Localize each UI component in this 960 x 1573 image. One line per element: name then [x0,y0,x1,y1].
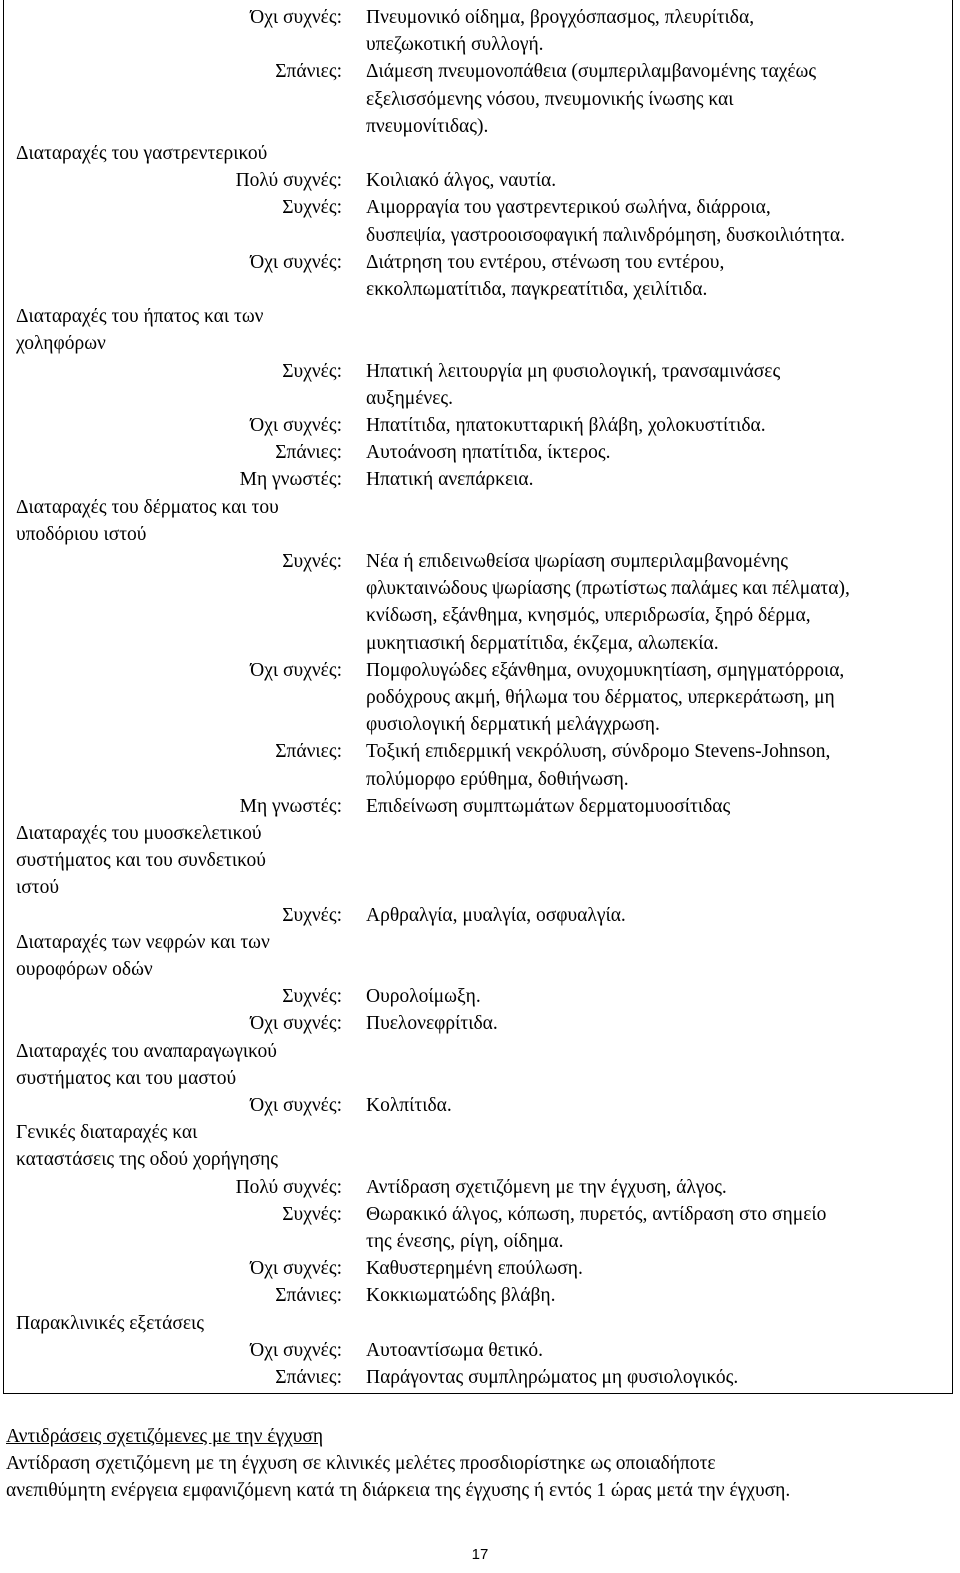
category-heading: Γενικές διαταραχές και [16,1122,198,1144]
table-row [4,1201,954,1228]
reaction-text: κνίδωση, εξάνθημα, κνησμός, υπεριδρωσία, ξηρό δέρμα, [366,605,811,627]
category-heading: Διαταραχές του δέρματος και του [16,496,279,518]
table-row [4,1228,954,1255]
reaction-text: Ηπατική ανεπάρκεια. [366,469,534,491]
reaction-text: Κολπίτιδα. [366,1095,452,1116]
frequency-label: Σπάνιες: [275,61,342,83]
page-number: 17 [471,1546,489,1563]
category-heading: συστήματος και του συνδετικού [16,850,266,872]
reaction-text: Κοκκιωματώδης βλάβη. [366,1285,556,1307]
table-row [4,711,954,738]
table-row [4,738,954,765]
table-row [4,1337,954,1364]
reaction-text: πολύμορφο ερύθημα, δοθιήνωση. [366,768,629,790]
table-row [4,330,954,357]
reaction-text: Παράγοντας συμπληρώματος μη φυσιολογικός. [366,1367,739,1388]
category-heading: Παρακλινικές εξετάσεις [16,1312,205,1334]
frequency-label: Πολύ συχνές: [235,170,342,192]
reaction-text: Κοιλιακό άλγος, ναυτία. [366,170,557,192]
table-row [4,303,954,330]
frequency-label: Συχνές: [282,1203,342,1225]
frequency-label: Σπάνιες: [275,741,342,763]
table-row [4,1038,954,1065]
table-row [4,929,954,956]
table-row [4,1310,954,1337]
table-row [4,684,954,711]
table-row [4,956,954,983]
table-row [4,167,954,194]
frequency-label: Όχι συχνές: [250,251,342,273]
frequency-label: Σπάνιες: [275,1367,342,1388]
frequency-label: Όχι συχνές: [250,1095,342,1116]
frequency-label: Όχι συχνές: [250,1013,342,1035]
frequency-label: Συχνές: [282,197,342,219]
reaction-text: Ουρολοίμωξη. [366,986,481,1008]
table-row [4,521,954,548]
category-heading: καταστάσεις της οδού χορήγησης [16,1149,279,1171]
frequency-label: Όχι συχνές: [250,1339,342,1361]
table-row [4,820,954,847]
reaction-text: δυσπεψία, γαστροοισοφαγική παλινδρόμηση, δυσκοιλιότητα. [366,224,846,246]
reaction-text: πνευμονίτιδας). [366,115,489,137]
frequency-label: Όχι συχνές: [250,7,342,28]
table-row [4,602,954,629]
footnote-line-2: ανεπιθύμητη ενέργεια εμφανιζόμενη κατά τη διάρκεια της έγχυσης ή εντός 1 ώρας μετά την έγχυση. [6,1480,791,1501]
frequency-label: Συχνές: [282,986,342,1008]
frequency-label: Πολύ συχνές: [235,1176,342,1198]
reaction-text: φυσιολογική δερματική μελάγχρωση. [366,714,660,736]
table-row [4,1092,954,1119]
reaction-text: Νέα ή επιδεινωθείσα ψωρίαση συμπεριλαμβανομένης [366,551,789,572]
frequency-label: Συχνές: [282,904,342,926]
table-row [4,4,954,31]
reaction-text: Πυελονεφρίτιδα. [366,1013,498,1035]
reaction-text: Πομφολυγώδες εξάνθημα, ονυχομυκητίαση, σμηγματόρροια, [366,659,845,681]
reaction-text: φλυκταινώδους ψωρίασης (πρωτίστως παλάμες και πέλματα), [366,578,850,600]
table-row [4,140,954,167]
frequency-label: Μη γνωστές: [239,795,342,817]
frequency-label: Σπάνιες: [275,1285,342,1307]
reaction-text: Αντίδραση σχετιζόμενη με την έγχυση, άλγος. [366,1176,727,1198]
table-row [4,1174,954,1201]
frequency-label: Συχνές: [282,360,342,382]
table-row [4,222,954,249]
frequency-label: Όχι συχνές: [250,659,342,681]
table-row [4,86,954,113]
category-heading: ιστού [16,877,59,899]
reaction-text: μυκητιασική δερματίτιδα, έκζεμα, αλωπεκία. [366,632,719,654]
table-row [4,657,954,684]
table-row [4,630,954,657]
table-row [4,466,954,493]
reaction-text: Επιδείνωση συμπτωμάτων δερματομυοσίτιδας [366,795,731,817]
table-row [4,766,954,793]
table-row [4,1119,954,1146]
table-row [4,874,954,901]
reaction-text: αυξημένες. [366,387,454,409]
frequency-label: Όχι συχνές: [250,1258,342,1280]
footnote [6,1423,956,1504]
reaction-text: εκκολπωματίτιδα, παγκρεατίτιδα, χειλίτιδα. [366,279,708,300]
reaction-text: Ηπατίτιδα, ηπατοκυτταρική βλάβη, χολοκυστίτιδα. [366,415,766,436]
table-row [4,113,954,140]
reaction-text: Αιμορραγία του γαστρεντερικού σωλήνα, διάρροια, [366,197,771,219]
reaction-text: υπεζωκοτική συλλογή. [366,34,544,56]
table-row [4,249,954,276]
frequency-label: Συχνές: [282,551,342,572]
reaction-text: Αυτοαντίσωμα θετικό. [366,1339,543,1361]
category-heading: ουροφόρων οδών [16,959,153,980]
reaction-text: Διάμεση πνευμονοπάθεια (συμπεριλαμβανομένης ταχέως [366,61,817,83]
frequency-label: Όχι συχνές: [250,415,342,436]
reaction-text: Ηπατική λειτουργία μη φυσιολογική, τρανσαμινάσες [366,360,781,382]
table-row [4,276,954,303]
table-row [4,1255,954,1282]
reaction-text: Καθυστερημένη επούλωση. [366,1258,583,1280]
adverse-reactions-table [3,0,953,1394]
table-row [4,358,954,385]
table-row [4,1065,954,1092]
table-row [4,983,954,1010]
category-heading: Διαταραχές των νεφρών και των [16,931,270,953]
table-row [4,1282,954,1309]
table-row [4,1364,954,1391]
reaction-text: Αυτοάνοση ηπατίτιδα, ίκτερος. [366,442,611,464]
table-row [4,1146,954,1173]
category-heading: Διαταραχές του αναπαραγωγικού [16,1040,277,1062]
footnote-line-1: Αντίδραση σχετιζόμενη με τη έγχυση σε κλινικές μελέτες προσδιορίστηκε ως οποιαδήποτε [6,1453,716,1474]
reaction-text: Τοξική επιδερμική νεκρόλυση, σύνδρομο Stevens-Johnson, [366,741,831,763]
table-row [4,548,954,575]
frequency-label: Μη γνωστές: [239,469,342,491]
reaction-text: Αρθραλγία, μυαλγία, οσφυαλγία. [366,904,626,926]
category-heading: συστήματος και του μαστού [16,1067,237,1089]
table-row [4,847,954,874]
reaction-text: Θωρακικό άλγος, κόπωση, πυρετός, αντίδραση στο σημείο [366,1203,827,1225]
reaction-text: Διάτρηση του εντέρου, στένωση του εντέρου, [366,251,725,273]
reaction-text: ροδόχρους ακμή, θήλωμα του δέρματος, υπερκεράτωση, μη [366,687,835,708]
reaction-text: της ένεσης, ρίγη, οίδημα. [366,1231,564,1252]
category-heading: Διαταραχές του ήπατος και των [16,306,264,328]
table-row [4,902,954,929]
reaction-text: Πνευμονικό οίδημα, βρογχόσπασμος, πλευρίτιδα, [366,7,755,28]
table-row [4,575,954,602]
table-row [4,194,954,221]
category-heading: Διαταραχές του μυοσκελετικού [16,823,262,844]
table-row [4,385,954,412]
category-heading: υποδόριου ιστού [16,523,147,545]
table-row [4,494,954,521]
frequency-label: Σπάνιες: [275,442,342,464]
footnote-title: Αντιδράσεις σχετιζόμενες με την έγχυση [6,1426,324,1447]
table-row [4,439,954,466]
table-row [4,31,954,58]
table-row [4,1010,954,1037]
table-row [4,793,954,820]
table-row [4,58,954,85]
category-heading: χοληφόρων [16,333,106,355]
reaction-text: εξελισσόμενης νόσου, πνευμονικής ίνωσης και [366,88,734,110]
category-heading: Διαταραχές του γαστρεντερικού [16,143,268,164]
table-row [4,412,954,439]
